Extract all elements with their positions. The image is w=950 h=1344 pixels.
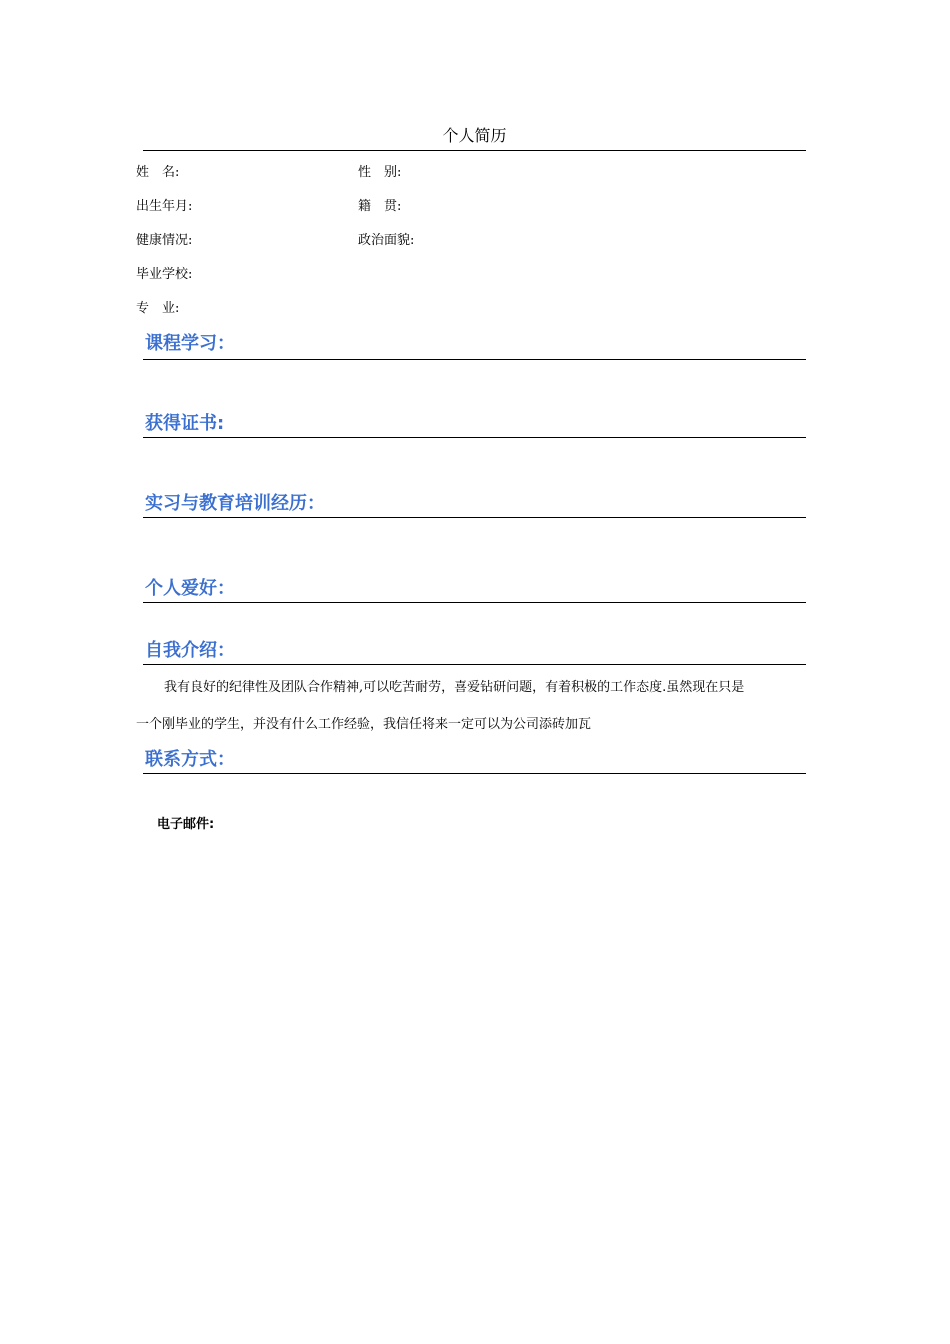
self-intro-line-1: 我有良好的纪律性及团队合作精神,可以吃苦耐劳，喜爱钻研问题，有着积极的工作态度.虽然现在只是 [164, 680, 745, 695]
certificates-divider [143, 437, 806, 438]
self-intro-heading: 自我介绍： [145, 640, 235, 661]
contact-heading: 联系方式： [145, 749, 235, 770]
name-label: 姓 名: [136, 165, 180, 180]
courses-divider [143, 359, 806, 360]
birth-date-label: 出生年月: [136, 199, 193, 214]
resume-title: 个人简历 [442, 126, 507, 145]
title-divider [143, 150, 806, 151]
self-intro-line-2: 一个刚毕业的学生，并没有什么工作经验，我信任将来一定可以为公司添砖加瓦 [136, 717, 592, 732]
health-label: 健康情况: [136, 233, 193, 248]
email-label: 电子邮件: [157, 817, 215, 832]
certificates-heading: 获得证书: [145, 413, 225, 434]
contact-divider [143, 773, 806, 774]
internship-heading: 实习与教育培训经历： [145, 493, 325, 514]
major-label: 专 业: [136, 301, 180, 316]
hobbies-divider [143, 602, 806, 603]
hobbies-heading: 个人爱好： [145, 578, 235, 599]
internship-divider [143, 517, 806, 518]
courses-heading: 课程学习： [145, 333, 235, 354]
school-label: 毕业学校: [136, 267, 193, 282]
native-place-label: 籍 贯: [358, 199, 402, 214]
political-status-label: 政治面貌: [358, 233, 415, 248]
self-intro-divider [143, 664, 806, 665]
gender-label: 性 别: [358, 165, 402, 180]
